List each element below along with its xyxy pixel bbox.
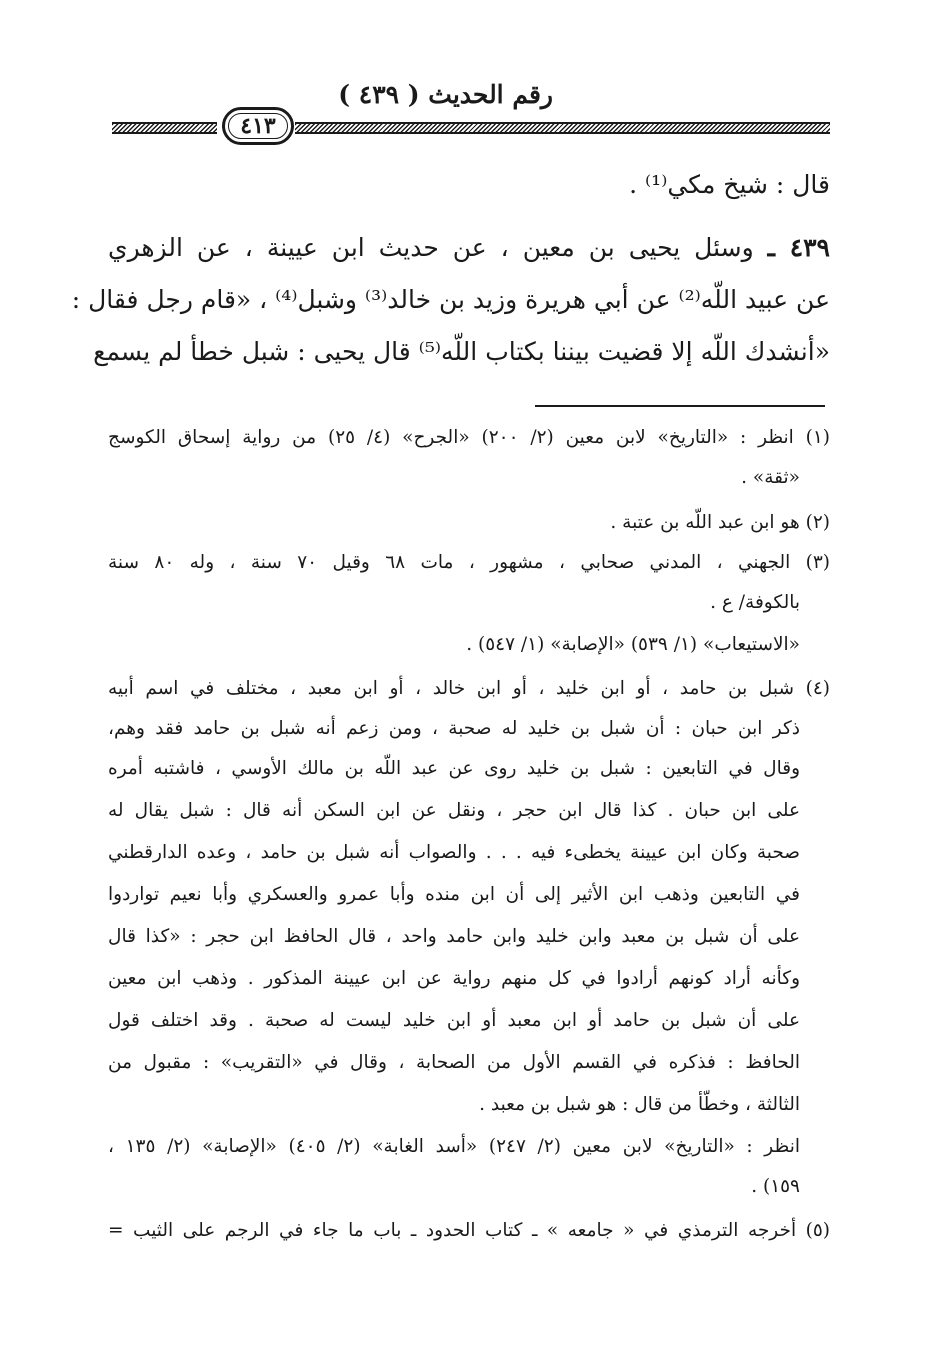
- running-title: رقم الحديث ( ٤٣٩ ): [338, 80, 553, 109]
- main-line-3: عن عبيد اللّه⁽²⁾ عن أبي هريرة وزيد بن خالد⁽³⁾ وشبل⁽⁴⁾ ، «قام رجل فقال :: [71, 285, 830, 314]
- footnote-line-7: (٤) شبل بن حامد ، أو ابن خليد ، أو ابن خالد ، أو ابن معبد ، مختلف في اسم أبيه: [108, 678, 830, 699]
- footnote-line-8: ذكر ابن حبان : أن شبل بن خليد له صحبة ، ومن زعم أنه شبل بن حامد فقد وهم،: [108, 718, 800, 739]
- main-line-1: قال : شيخ مكي⁽¹⁾ .: [629, 170, 830, 199]
- footnote-line-3: (٢) هو ابن عبد اللّه بن عتبة .: [610, 512, 830, 533]
- page-number: ٤١٣: [240, 113, 276, 139]
- header-rule-right: [295, 122, 830, 134]
- footnote-line-14: وكأنه أراد كونهم أرادوا في كل منهم رواية عن ابن عيينة المذكور . وذهب ابن معين: [108, 968, 800, 989]
- footnote-line-2: «ثقة» .: [741, 467, 800, 488]
- footnote-line-6: «الاستيعاب» (١/ ٥٣٩) «الإصابة» (١/ ٥٤٧) .: [466, 634, 800, 655]
- main-line-4: «أنشدك اللّه إلا قضيت بيننا بكتاب اللّه⁽⁵⁾ قال يحيى : شبل خطأ لم يسمع: [93, 337, 830, 366]
- footnote-line-20: (٥) أخرجه الترمذي في « جامعه » ـ كتاب الحدود ـ باب ما جاء في الرجم على الثيب =: [108, 1220, 830, 1241]
- footnote-line-5: بالكوفة/ ع .: [710, 592, 800, 613]
- footnote-line-12: في التابعين وذهب ابن الأثير إلى أن ابن منده وأبا عمرو والعسكري وأبا نعيم تواردوا: [108, 884, 800, 905]
- footnote-line-11: صحبة وكان ابن عيينة يخطىء فيه . . . والصواب أنه شبل بن حامد ، وعده الدارقطني: [108, 842, 800, 863]
- footnote-line-19: ١٥٩) .: [751, 1176, 800, 1197]
- main-line-2-text: وسئل يحيى بن معين ، عن حديث ابن عيينة ، عن الزهري: [108, 233, 754, 262]
- footnote-line-1: (١) انظر : «التاريخ» لابن معين (٢/ ٢٠٠) «الجرح» (٤/ ٢٥) من رواية إسحاق الكوسج: [108, 427, 830, 448]
- footnote-line-17: الثالثة ، وخطّأ من قال : هو شبل بن معبد .: [479, 1094, 800, 1115]
- footnote-separator: [535, 405, 825, 407]
- footnote-line-15: على أن شبل بن حامد أو ابن معبد أو ابن خليد ليست له صحبة . وقد اختلف قول: [108, 1010, 800, 1031]
- footnote-line-4: (٣) الجهني ، المدني صحابي ، مشهور ، مات ٦٨ وقيل ٧٠ سنة ، وله ٨٠ سنة: [108, 552, 831, 573]
- footnote-line-13: على أن شبل بن معبد وابن خليد وابن حامد واحد ، قال الحافظ ابن حجر : «كذا قال: [108, 926, 800, 947]
- main-line-2: [108, 233, 830, 262]
- footnote-line-18: انظر : «التاريخ» لابن معين (٢/ ٢٤٧) «أسد الغابة» (٢/ ٤٠٥) «الإصابة» (٢/ ١٣٥ ،: [108, 1136, 800, 1157]
- hadith-number: ٤٣٩ ـ: [767, 233, 830, 262]
- header-rule-left: [112, 122, 217, 134]
- page-number-badge: [222, 107, 294, 145]
- footnote-line-10: على ابن حبان . كذا قال ابن حجر ، ونقل عن ابن السكن أنه قال : شبل يقال له: [108, 800, 800, 821]
- footnote-line-9: وقال في التابعين : شبل بن خليد روى عن عبد اللّه بن مالك الأوسي ، فاشتبه أمره: [108, 758, 800, 779]
- footnote-line-16: الحافظ : فذكره في القسم الأول من الصحابة ، وقال في «التقريب» : مقبول من: [108, 1052, 800, 1073]
